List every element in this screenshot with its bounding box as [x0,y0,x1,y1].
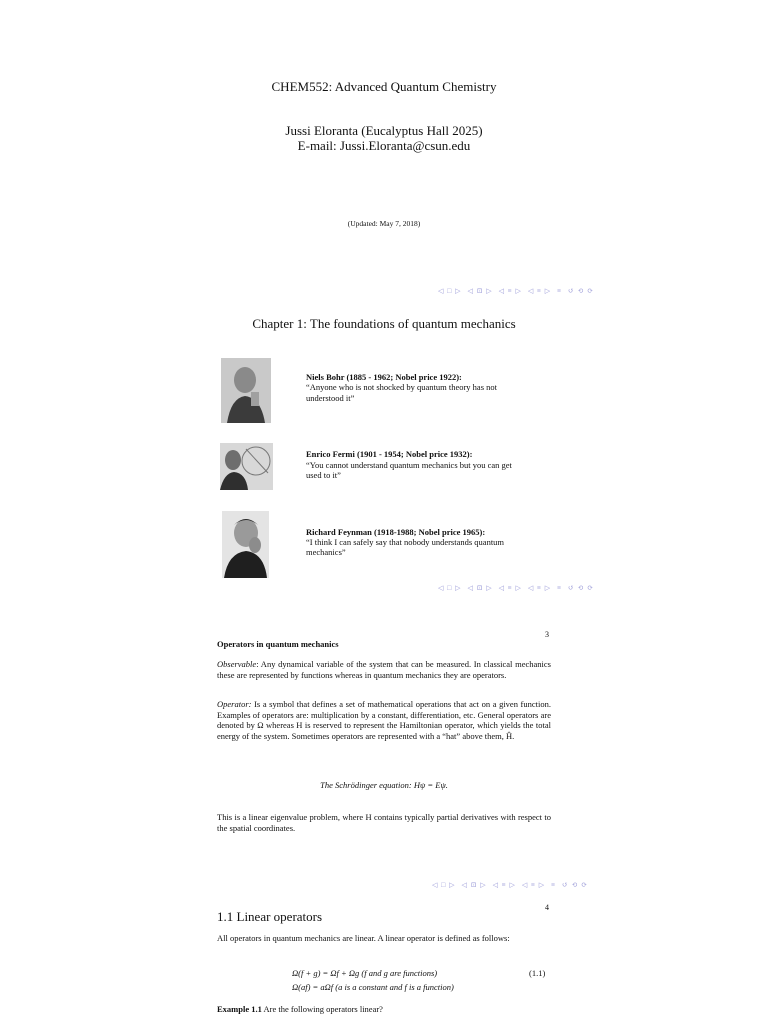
page-number-4: 4 [545,903,549,912]
nav-subsection-icon[interactable]: ◁ ⊡ ▷ [461,881,487,889]
operator-paragraph [217,699,551,741]
operator-label: Operator: [217,699,252,709]
email-line: E-mail: Jussi.Eloranta@csun.edu [297,138,471,153]
nav-frame-icon[interactable]: ◁ □ ▷ [438,584,462,592]
nav-subsection-icon-2[interactable]: ◁ ≡ ▷ [527,287,552,295]
page-number-3: 3 [545,630,549,639]
nav-frame-icon[interactable]: ◁ □ ▷ [432,881,456,889]
nav-search-icon[interactable]: ↺ ⟲ ⟳ [568,287,595,295]
nav-align-icon[interactable]: ≡ [557,584,563,592]
bohr-photo [221,358,271,423]
quote-bohr-line2: understood it” [306,393,355,403]
beamer-nav-bar[interactable] [438,287,600,295]
equation-2: Ω(af) = aΩf (a is a constant and f is a function) [292,982,454,992]
nav-search-icon[interactable]: ↺ ⟲ ⟳ [562,881,589,889]
quote-bohr-name: Niels Bohr (1885 - 1962; Nobel price 1922): [306,372,462,382]
quote-bohr-line1: “Anyone who is not shocked by quantum theory has not [306,382,497,392]
nav-subsection-icon-2[interactable]: ◁ ≡ ▷ [521,881,546,889]
nav-subsection-icon[interactable]: ◁ ⊡ ▷ [467,584,493,592]
nav-subsection-icon-2[interactable]: ◁ ≡ ▷ [527,584,552,592]
quote-feynman-name: Richard Feynman (1918-1988; Nobel price 1965): [306,527,486,537]
example-label: Example 1.1 [217,1004,262,1014]
course-title: CHEM552: Advanced Quantum Chemistry [271,79,497,94]
equation-1: Ω(f + g) = Ωf + Ωg (f and g are functions) [292,968,438,978]
fermi-photo [220,443,273,490]
updated-date: (Updated: May 7, 2018) [347,219,421,228]
quote-fermi-line1: “You cannot understand quantum mechanics but you can get [306,460,512,470]
operator-text: Is a symbol that defines a set of mathematical operations that act on a given function. Examples of operators are: multiplication by a constant, differentiation, etc. General operators are denoted by Ω whereas H is reserved to represent the Hamiltonian operator, which yields the total energy of the system. Sometimes operators are represented with a “hat” above them, Ĥ. [217,699,551,741]
feynman-photo [222,511,269,578]
nav-align-icon[interactable]: ≡ [551,881,557,889]
observable-text: : Any dynamical variable of the system that can be measured. In classical mechanics these are represented by functions whereas in quantum mechanics they are operators. [217,659,551,680]
nav-section-icon[interactable]: ◁ ≡ ▷ [498,287,522,295]
observable-paragraph [217,659,551,680]
quote-fermi-line2: used to it” [306,470,341,480]
beamer-nav-bar-2[interactable] [438,584,600,592]
nav-search-icon[interactable]: ↺ ⟲ ⟳ [568,584,595,592]
nav-section-icon[interactable]: ◁ ≡ ▷ [498,584,522,592]
quote-feynman-line1: “I think I can safely say that nobody understands quantum [306,537,505,547]
author-line: Jussi Eloranta (Eucalyptus Hall 2025) [285,123,483,138]
observable-label: Observable [217,659,257,669]
linear-intro: All operators in quantum mechanics are linear. A linear operator is defined as follows: [217,933,510,943]
linear-operators-title: 1.1 Linear operators [217,909,323,924]
operators-heading: Operators in quantum mechanics [217,639,339,649]
nav-subsection-icon[interactable]: ◁ ⊡ ▷ [467,287,493,295]
nav-frame-icon[interactable]: ◁ □ ▷ [438,287,462,295]
example-text: Are the following operators linear? [261,1004,383,1014]
quote-fermi-name: Enrico Fermi (1901 - 1954; Nobel price 1932): [306,449,473,459]
beamer-nav-bar-3[interactable] [432,881,594,889]
chapter-heading: Chapter 1: The foundations of quantum mechanics [252,316,516,331]
schrodinger-equation: The Schrödinger equation: Hψ = Eψ. [320,780,448,790]
nav-align-icon[interactable]: ≡ [557,287,563,295]
eigenvalue-paragraph: This is a linear eigenvalue problem, where H contains typically partial derivatives with respect to the spatial coordinates. [217,812,551,833]
example-line [217,1004,551,1015]
nav-section-icon[interactable]: ◁ ≡ ▷ [492,881,516,889]
quote-feynman-line2: mechanics” [306,547,346,557]
equation-1-number: (1.1) [529,968,546,978]
